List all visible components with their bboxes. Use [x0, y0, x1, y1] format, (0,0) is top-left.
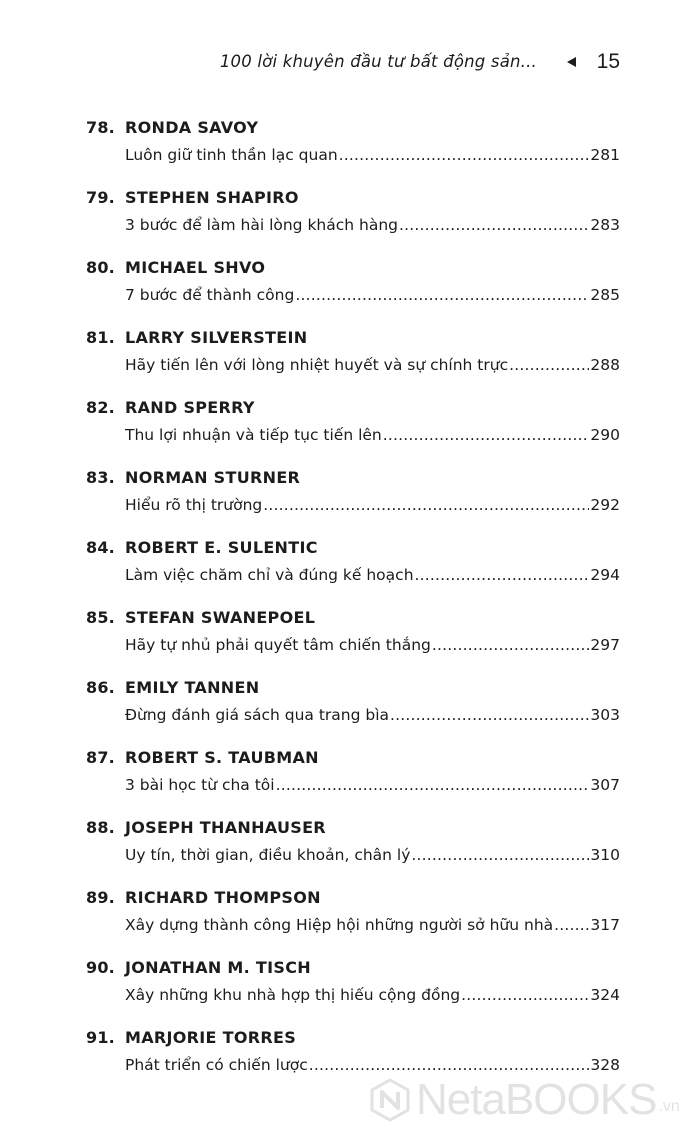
dot-leader — [509, 356, 589, 374]
entry-line — [125, 426, 620, 444]
entry-line — [125, 706, 620, 724]
entry-line — [125, 636, 620, 654]
entry-page: 281 — [590, 146, 620, 164]
entry-line — [125, 286, 620, 304]
watermark-brand: NetaBOOKS — [416, 1075, 657, 1124]
entry-author: RONDA SAVOY — [125, 118, 259, 137]
dot-leader — [399, 216, 589, 234]
entry-author: JONATHAN M. TISCH — [125, 958, 311, 977]
toc-entry — [86, 398, 620, 468]
entry-title: 7 bước để thành công — [125, 286, 295, 304]
entry-number: 91. — [86, 1028, 115, 1047]
running-title: 100 lời khuyên đầu tư bất động sản... — [219, 52, 537, 71]
toc-entry — [86, 188, 620, 258]
entry-page: 303 — [590, 706, 620, 724]
toc-entry — [86, 818, 620, 888]
entry-number: 89. — [86, 888, 115, 907]
entry-line — [125, 986, 620, 1004]
toc-entry — [86, 608, 620, 678]
entry-line — [125, 776, 620, 794]
toc-entry — [86, 748, 620, 818]
entry-number: 82. — [86, 398, 115, 417]
entry-line — [125, 1056, 620, 1074]
entry-page: 324 — [590, 986, 620, 1004]
dot-leader — [415, 566, 590, 584]
entry-page: 292 — [590, 496, 620, 514]
entry-number: 78. — [86, 118, 115, 137]
dot-leader — [276, 776, 590, 794]
dot-leader — [383, 426, 590, 444]
entry-title: Xây dựng thành công Hiệp hội những người sở hữu nhà — [125, 916, 554, 934]
entry-title: 3 bước để làm hài lòng khách hàng — [125, 216, 399, 234]
entry-line — [125, 356, 620, 374]
dot-leader — [295, 286, 589, 304]
entry-number: 88. — [86, 818, 115, 837]
entry-page: 285 — [590, 286, 620, 304]
left-arrow-icon — [567, 57, 576, 67]
entry-page: 317 — [590, 916, 620, 934]
entry-number: 87. — [86, 748, 115, 767]
entry-title: Uy tín, thời gian, điều khoản, chân lý — [125, 846, 411, 864]
toc-entry — [86, 538, 620, 608]
dot-leader — [461, 986, 589, 1004]
toc-entry — [86, 678, 620, 748]
entry-title: Thu lợi nhuận và tiếp tục tiến lên — [125, 426, 382, 444]
entry-number: 83. — [86, 468, 115, 487]
entry-number: 86. — [86, 678, 115, 697]
entry-line — [125, 496, 620, 514]
toc-entry — [86, 118, 620, 188]
entry-author: STEFAN SWANEPOEL — [125, 608, 316, 627]
entry-number: 80. — [86, 258, 115, 277]
entry-author: NORMAN STURNER — [125, 468, 301, 487]
dot-leader — [339, 146, 590, 164]
entry-line — [125, 216, 620, 234]
entry-author: ROBERT E. SULENTIC — [125, 538, 318, 557]
toc-entry — [86, 468, 620, 538]
dot-leader — [263, 496, 589, 514]
dot-leader — [432, 636, 590, 654]
entry-title: Hãy tiến lên với lòng nhiệt huyết và sự chính trực — [125, 356, 509, 374]
entry-page: 310 — [590, 846, 620, 864]
entry-author: RICHARD THOMPSON — [125, 888, 321, 907]
entry-author: MARJORIE TORRES — [125, 1028, 297, 1047]
entry-line — [125, 566, 620, 584]
entry-line — [125, 146, 620, 164]
entry-page: 290 — [590, 426, 620, 444]
entry-author: MICHAEL SHVO — [125, 258, 266, 277]
entry-title: Hãy tự nhủ phải quyết tâm chiến thắng — [125, 636, 431, 654]
entry-author: STEPHEN SHAPIRO — [125, 188, 299, 207]
entry-line — [125, 846, 620, 864]
running-head — [220, 52, 576, 71]
entry-line — [125, 916, 620, 934]
toc-entry — [86, 1028, 620, 1098]
watermark-suffix: .vn — [658, 1098, 680, 1115]
toc-entry — [86, 958, 620, 1028]
toc-entry — [86, 328, 620, 398]
entry-author: EMILY TANNEN — [125, 678, 260, 697]
entry-title: Xây những khu nhà hợp thị hiếu cộng đồng — [125, 986, 461, 1004]
entry-page: 283 — [590, 216, 620, 234]
entry-page: 297 — [590, 636, 620, 654]
toc-entry — [86, 888, 620, 958]
entry-number: 85. — [86, 608, 115, 627]
entry-number: 81. — [86, 328, 115, 347]
dot-leader — [390, 706, 589, 724]
entry-page: 328 — [590, 1056, 620, 1074]
entry-author: ROBERT S. TAUBMAN — [125, 748, 319, 767]
entry-page: 294 — [590, 566, 620, 584]
entry-title: 3 bài học từ cha tôi — [125, 776, 275, 794]
entry-title: Phát triển có chiến lược — [125, 1056, 308, 1074]
entry-number: 90. — [86, 958, 115, 977]
dot-leader — [554, 916, 589, 934]
entry-page: 288 — [590, 356, 620, 374]
entry-author: JOSEPH THANHAUSER — [125, 818, 326, 837]
entry-title: Đừng đánh giá sách qua trang bìa — [125, 706, 390, 724]
dot-leader — [309, 1056, 590, 1074]
entry-page: 307 — [590, 776, 620, 794]
entry-author: LARRY SILVERSTEIN — [125, 328, 308, 347]
toc-entry — [86, 258, 620, 328]
dot-leader — [411, 846, 589, 864]
entry-author: RAND SPERRY — [125, 398, 255, 417]
entry-title: Hiểu rõ thị trường — [125, 496, 263, 514]
entry-title: Luôn giữ tinh thần lạc quan — [125, 146, 338, 164]
table-of-contents — [86, 118, 620, 1098]
entry-number: 84. — [86, 538, 115, 557]
page-number: 15 — [596, 50, 620, 73]
entry-number: 79. — [86, 188, 115, 207]
entry-title: Làm việc chăm chỉ và đúng kế hoạch — [125, 566, 414, 584]
